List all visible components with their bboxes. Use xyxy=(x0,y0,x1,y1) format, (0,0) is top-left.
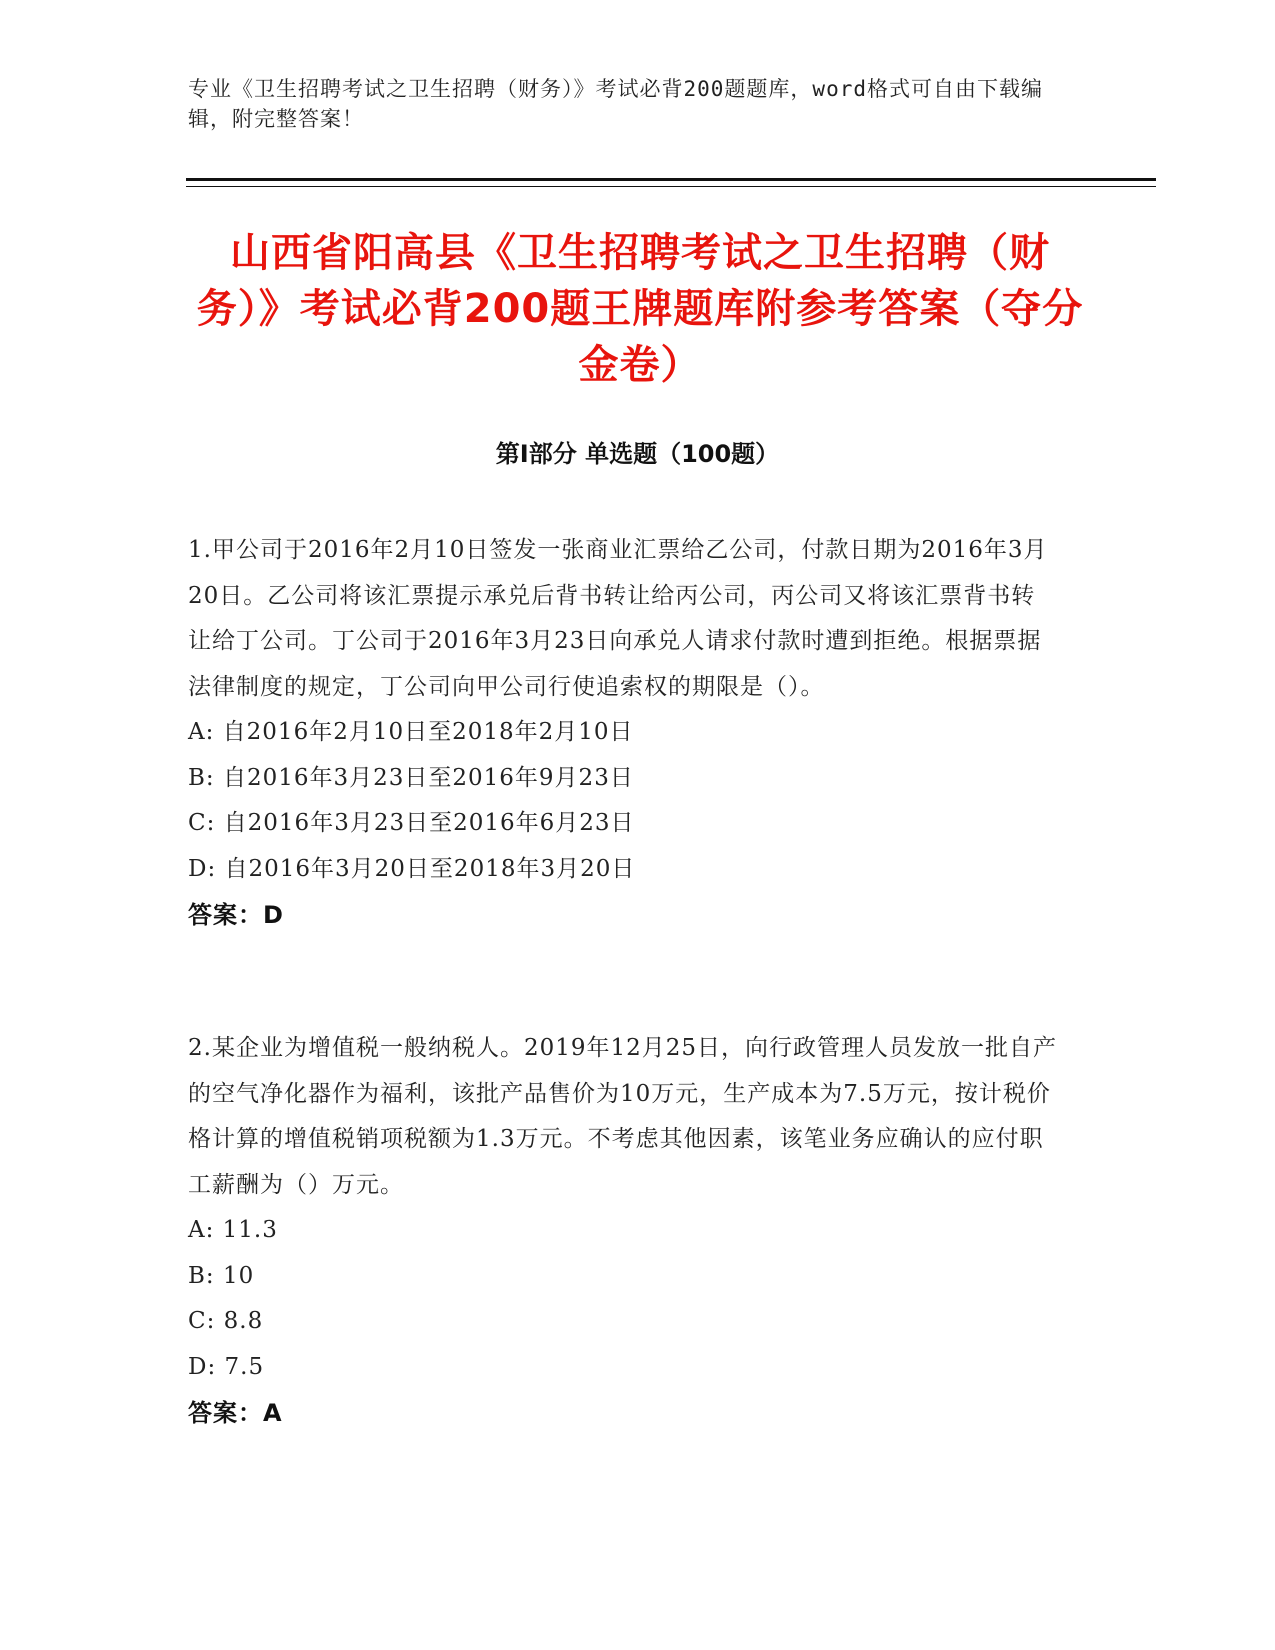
option-a: A: 11.3 xyxy=(188,1217,278,1243)
header-divider-thin xyxy=(186,186,1156,187)
question-stem: 2.某企业为增值税一般纳税人。2019年12月25日，向行政管理人员发放一批自产的空气净化器作为福利，该批产品售价为10万元，生产成本为7.5万元，按计税价格计算的增值税销项税额为1.3万元。不考虑其他因素，该笔业务应确认的应付职工薪酬为（）万元。 xyxy=(188,1035,1058,1198)
question-stem: 1.甲公司于2016年2月10日签发一张商业汇票给乙公司，付款日期为2016年3月20日。乙公司将该汇票提示承兑后背书转让给丙公司，丙公司又将该汇票背书转让给丁公司。丁公司于2016年3月23日向承兑人请求付款时遭到拒绝。根据票据法律制度的规定，丁公司向甲公司行使追索权的期限是（）。 xyxy=(188,537,1048,700)
option-b: B: 10 xyxy=(188,1262,255,1289)
option-d: D: 自2016年3月20日至2018年3月20日 xyxy=(188,855,636,882)
option-c: C: 自2016年3月23日至2016年6月23日 xyxy=(188,810,635,836)
section-heading: 第I部分 单选题（100题） xyxy=(495,440,780,468)
option-c: C: 8.8 xyxy=(188,1308,264,1334)
answer-label: 答案：A xyxy=(188,1399,283,1427)
header-divider-thick xyxy=(186,178,1156,181)
header-note: 专业《卫生招聘考试之卫生招聘（财务）》考试必背200题题库，word格式可自由下载编辑，附完整答案！ xyxy=(188,77,1043,131)
option-d: D: 7.5 xyxy=(188,1353,265,1380)
option-b: B: 自2016年3月23日至2016年9月23日 xyxy=(188,764,634,791)
option-a: A: 自2016年2月10日至2018年2月10日 xyxy=(188,719,634,745)
document-title: 山西省阳高县《卫生招聘考试之卫生招聘（财务）》考试必背200题王牌题库附参考答案（夺分金卷） xyxy=(196,230,1084,388)
question-2 xyxy=(188,1026,1058,1436)
answer-label: 答案：D xyxy=(188,901,284,929)
question-1 xyxy=(188,528,1058,938)
